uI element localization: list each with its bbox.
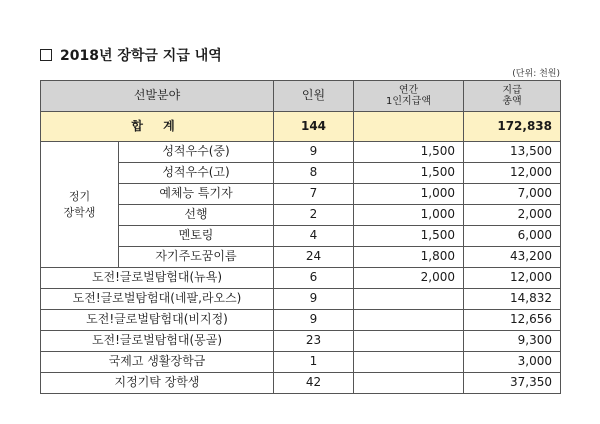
header-annual — [354, 81, 464, 112]
header-total-line1: 지급 — [502, 85, 522, 96]
header-people: 인원 — [274, 81, 354, 112]
row-total: 12,000 — [464, 268, 561, 289]
row-annual: 1,500 — [354, 163, 464, 184]
row-total: 7,000 — [464, 184, 561, 205]
row-total: 2,000 — [464, 205, 561, 226]
table-row — [41, 373, 561, 394]
row-annual — [354, 310, 464, 331]
row-people: 9 — [274, 142, 354, 163]
row-name: 도전!글로벌탐험대(몽골) — [41, 331, 274, 352]
row-people: 6 — [274, 268, 354, 289]
table-row — [41, 184, 561, 205]
total-label: 합 계 — [41, 112, 274, 142]
table-row — [41, 205, 561, 226]
table-row — [41, 352, 561, 373]
total-row — [41, 112, 561, 142]
group-label-line2: 장학생 — [63, 205, 96, 219]
row-annual — [354, 289, 464, 310]
row-annual: 1,800 — [354, 247, 464, 268]
table-row — [41, 142, 561, 163]
header-field: 선발분야 — [41, 81, 274, 112]
row-total: 3,000 — [464, 352, 561, 373]
table-row — [41, 268, 561, 289]
row-total: 43,200 — [464, 247, 561, 268]
row-name: 선행 — [119, 205, 274, 226]
scholarship-table — [40, 80, 561, 394]
table-row — [41, 331, 561, 352]
row-name: 국제고 생활장학금 — [41, 352, 274, 373]
row-people: 9 — [274, 289, 354, 310]
row-people: 23 — [274, 331, 354, 352]
row-name: 자기주도꿈이름 — [119, 247, 274, 268]
row-name: 예체능 특기자 — [119, 184, 274, 205]
row-total: 6,000 — [464, 226, 561, 247]
row-people: 2 — [274, 205, 354, 226]
table-row — [41, 310, 561, 331]
row-name: 성적우수(중) — [119, 142, 274, 163]
row-people: 8 — [274, 163, 354, 184]
row-annual: 1,500 — [354, 142, 464, 163]
row-annual: 1,500 — [354, 226, 464, 247]
page-title — [40, 44, 222, 66]
row-total: 14,832 — [464, 289, 561, 310]
row-name: 도전!글로벌탐험대(뉴욕) — [41, 268, 274, 289]
header-row — [41, 81, 561, 112]
row-people: 7 — [274, 184, 354, 205]
row-annual: 2,000 — [354, 268, 464, 289]
unit-note: (단위: 천원) — [512, 69, 560, 79]
table-row — [41, 163, 561, 184]
total-annual — [354, 112, 464, 142]
row-people: 4 — [274, 226, 354, 247]
row-annual: 1,000 — [354, 205, 464, 226]
row-annual — [354, 373, 464, 394]
row-people: 9 — [274, 310, 354, 331]
row-total: 37,350 — [464, 373, 561, 394]
row-name: 성적우수(고) — [119, 163, 274, 184]
group-label-line1: 정기 — [68, 190, 91, 204]
row-name: 도전!글로벌탐험대(네팔,라오스) — [41, 289, 274, 310]
title-text: 2018년 장학금 지급 내역 — [60, 48, 222, 64]
row-total: 12,000 — [464, 163, 561, 184]
row-name: 멘토링 — [119, 226, 274, 247]
row-people: 42 — [274, 373, 354, 394]
table-row — [41, 226, 561, 247]
row-annual — [354, 352, 464, 373]
row-annual: 1,000 — [354, 184, 464, 205]
total-people: 144 — [274, 112, 354, 142]
row-people: 24 — [274, 247, 354, 268]
header-annual-line1: 연간 — [398, 85, 419, 96]
total-amount: 172,838 — [464, 112, 561, 142]
row-total: 9,300 — [464, 331, 561, 352]
row-total: 12,656 — [464, 310, 561, 331]
row-name: 도전!글로벌탐험대(비지정) — [41, 310, 274, 331]
table-row — [41, 289, 561, 310]
row-name: 지정기탁 장학생 — [41, 373, 274, 394]
group-label — [41, 142, 119, 268]
table-row — [41, 247, 561, 268]
header-total-line2: 총액 — [502, 96, 522, 107]
row-people: 1 — [274, 352, 354, 373]
row-total: 13,500 — [464, 142, 561, 163]
row-annual — [354, 331, 464, 352]
header-total — [464, 81, 561, 112]
header-annual-line2: 1인지급액 — [385, 96, 431, 107]
checkbox-square-icon — [40, 49, 52, 61]
